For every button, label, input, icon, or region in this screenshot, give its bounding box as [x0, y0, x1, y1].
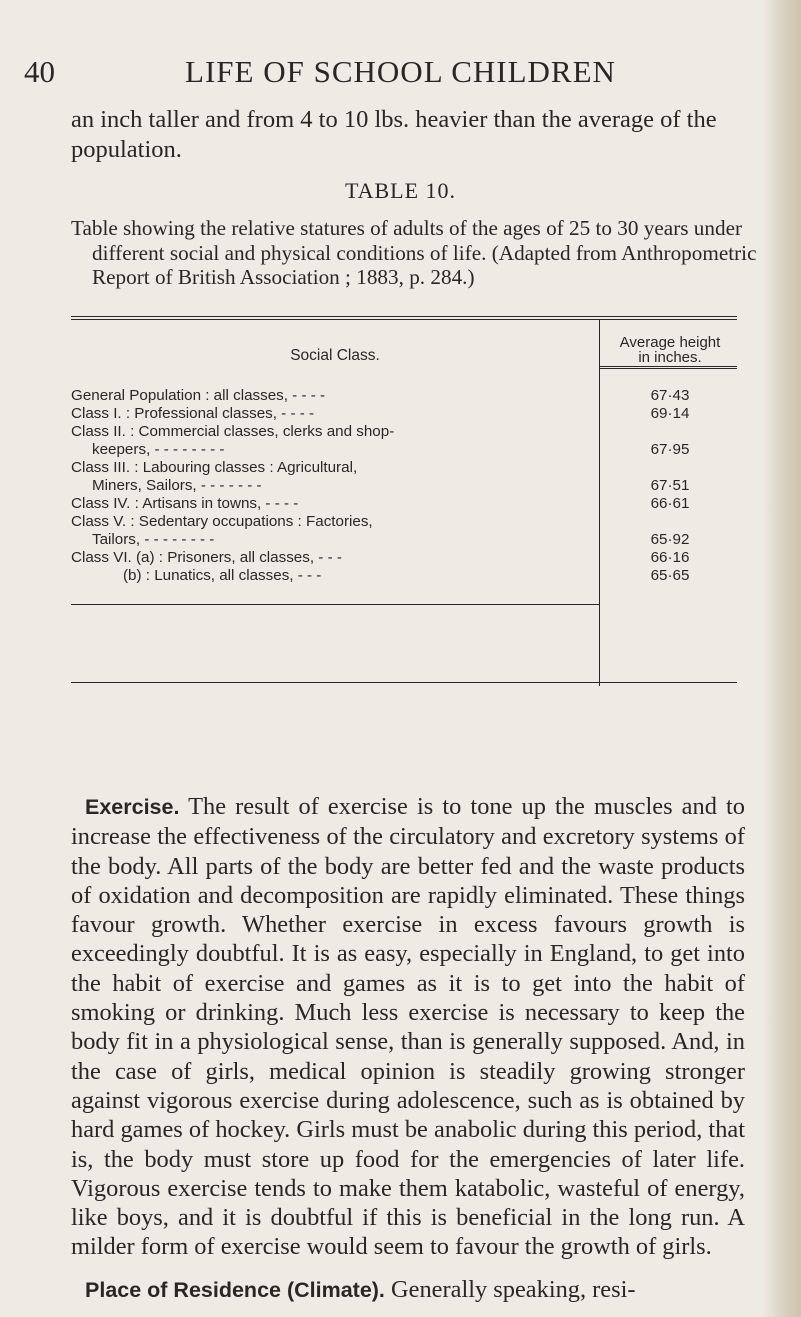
exercise-heading: Exercise. — [85, 795, 180, 819]
row-label: Class VI. (a) : Prisoners, all classes, - - - — [71, 549, 342, 566]
running-title: LIFE OF SCHOOL CHILDREN — [185, 54, 616, 89]
row-value: 66·61 — [650, 495, 690, 512]
table-top-rule — [71, 316, 737, 317]
row-value: 67·51 — [650, 477, 690, 494]
page-number: 40 — [24, 54, 55, 89]
table-row — [71, 459, 589, 495]
header-average-height-line2: in inches. — [638, 348, 702, 366]
table-row — [71, 423, 589, 459]
header-social-class: Social Class. — [290, 347, 380, 364]
table-row — [71, 405, 589, 423]
row-label-continued: Tailors, - - - - - - - - — [92, 531, 215, 548]
table-top-rule-2 — [71, 319, 737, 320]
row-label: Class V. : Sedentary occupations : Factories, — [71, 513, 373, 530]
intro-paragraph: an inch taller and from 4 to 10 lbs. heavier than the average of the population. — [71, 106, 717, 163]
table-row — [71, 495, 589, 513]
table-caption: Table showing the relative statures of adults of the ages of 25 to 30 years under different social and physical conditions of life. (Adapted from Anthropometric Report of British Association ; 1883, p. 284.) — [71, 216, 757, 289]
row-value: 67·95 — [650, 441, 690, 458]
table-column-divider — [599, 320, 600, 686]
exercise-text: The result of exercise is to tone up the muscles and to increase the effectiveness of the circulatory and excretory systems of the body. All parts of the body are better fed and the waste products of oxidation and decomposition are rapidly eliminated. These things favour growth. Whether exercise in excess favours growth is exceedingly doubtful. It is as easy, especially in England, to get into the habit of exercise and games as it is to get into the habit of smoking or drinking. Much less exercise is necessary to keep the body fit in a physiological sense, than is generally supposed. And, in the case of girls, medical opinion is steadily growing stronger against vigorous exercise during adolescence, such as is obtained by hard games of hockey. Girls must be anabolic during this period, that is, the body must store up food for the emergencies of later life. Vigorous exercise tends to make them katabolic, wasteful of energy, like boys, and it is doubtful if this is beneficial in the long run. A milder form of exercise would seem to favour the growth of girls. — [71, 793, 745, 1261]
residence-heading: Place of Residence (Climate). — [85, 1278, 385, 1302]
table-title: TABLE 10. — [344, 178, 457, 203]
header-average-height-line1: Average height — [619, 334, 721, 351]
exercise-paragraph — [71, 792, 745, 1262]
row-label-continued: Miners, Sailors, - - - - - - - — [92, 477, 262, 494]
table-row — [123, 567, 620, 585]
stature-table — [71, 316, 737, 696]
row-label: General Population : all classes, - - - - — [71, 387, 326, 404]
table-bottom-rule — [71, 682, 737, 683]
table-row — [71, 513, 589, 549]
residence-paragraph — [71, 1276, 745, 1304]
header-rule-right-2 — [599, 368, 737, 369]
row-value: 65·65 — [650, 567, 690, 584]
row-label: Class II. : Commercial classes, clerks and shop- — [71, 423, 395, 440]
table-row — [71, 387, 589, 405]
row-label: Class I. : Professional classes, - - - - — [71, 405, 315, 422]
header-rule-right — [599, 366, 737, 367]
row-label: Class III. : Labouring classes : Agricultural, — [71, 459, 358, 476]
header-average-height — [603, 336, 737, 365]
row-value: 65·92 — [650, 531, 690, 548]
row-value: 67·43 — [650, 387, 690, 404]
page-header — [0, 54, 801, 94]
table-bottom-rule-left — [71, 604, 599, 605]
row-value: 66·16 — [650, 549, 690, 566]
row-label: (b) : Lunatics, all classes, - - - — [123, 567, 322, 584]
row-label: Class IV. : Artisans in towns, - - - - — [71, 495, 299, 512]
residence-text: Generally speaking, resi- — [391, 1276, 636, 1303]
row-label-continued: keepers, - - - - - - - - — [92, 441, 225, 458]
table-row — [71, 549, 589, 567]
row-value: 69·14 — [650, 405, 690, 422]
